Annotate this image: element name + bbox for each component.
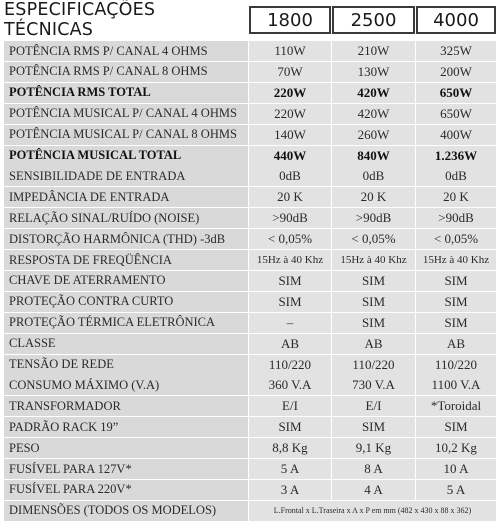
spec-label: PROTEÇÃO TÉRMICA ELETRÔNICA [4, 313, 248, 333]
table-row [0, 292, 499, 313]
spec-value-1800: 140W [249, 125, 331, 145]
table-row [0, 41, 499, 62]
spec-label: PROTEÇÃO CONTRA CURTO [4, 292, 248, 312]
spec-value-2500: SIM [332, 417, 415, 437]
spec-label: DISTORÇÃO HARMÔNICA (THD) -3dB [4, 229, 248, 249]
spec-value-1800: E/I [249, 396, 331, 416]
spec-value-4000: SIM [416, 313, 496, 333]
spec-value-1800: 0dB [249, 166, 331, 186]
spec-value-1800: >90dB [249, 208, 331, 228]
spec-value-4000: 20 K [416, 187, 496, 207]
spec-value-1800: – [249, 313, 331, 333]
spec-label: CHAVE DE ATERRAMENTO [4, 271, 248, 291]
spec-value-1800: 5 A [249, 459, 331, 479]
spec-value-4000: 5 A [416, 480, 496, 500]
spec-value-1800: 70W [249, 62, 331, 82]
spec-value-4000: < 0,05% [416, 229, 496, 249]
spec-label: PESO [4, 438, 248, 458]
spec-value-1800: 20 K [249, 187, 331, 207]
spec-value-1800: SIM [249, 417, 331, 437]
spec-label: CONSUMO MÁXIMO (V.A) [4, 375, 248, 395]
spec-value-2500: 840W [332, 146, 415, 166]
spec-label: POTÊNCIA RMS P/ CANAL 4 OHMS [4, 41, 248, 61]
spec-value-4000: >90dB [416, 208, 496, 228]
spec-value-4000: SIM [416, 292, 496, 312]
table-row [0, 229, 499, 250]
spec-value-4000: 15Hz à 40 Khz [416, 250, 496, 270]
spec-value-2500: SIM [332, 292, 415, 312]
spec-value-1800: < 0,05% [249, 229, 331, 249]
spec-value-2500: 0dB [332, 166, 415, 186]
table-row [0, 166, 499, 187]
spec-value-2500: 4 A [332, 480, 415, 500]
spec-label: TENSÃO DE REDE [4, 355, 248, 375]
spec-value-2500: 9,1 Kg [332, 438, 415, 458]
spec-value-1800: 220W [249, 104, 331, 124]
spec-label: POTÊNCIA RMS P/ CANAL 8 OHMS [4, 62, 248, 82]
spec-value-4000: 10,2 Kg [416, 438, 496, 458]
spec-label: FUSÍVEL PARA 127V* [4, 459, 248, 479]
table-row [0, 271, 499, 292]
table-row [0, 313, 499, 334]
table-row [0, 146, 499, 167]
table-row [0, 208, 499, 229]
spec-label: RESPOSTA DE FREQÜÊNCIA [4, 250, 248, 270]
dimensions-label: DIMENSÕES (TODOS OS MODELOS) [4, 501, 248, 521]
spec-value-2500: 110/220 [332, 355, 415, 375]
table-row [0, 355, 499, 376]
spec-value-4000: SIM [416, 417, 496, 437]
table-row [0, 62, 499, 83]
spec-label: POTÊNCIA MUSICAL P/ CANAL 8 OHMS [4, 125, 248, 145]
table-row [0, 375, 499, 396]
table-row [0, 250, 499, 271]
spec-value-2500: 20 K [332, 187, 415, 207]
spec-value-2500: AB [332, 334, 415, 354]
spec-value-1800: 110W [249, 41, 331, 61]
table-row [0, 187, 499, 208]
spec-value-2500: < 0,05% [332, 229, 415, 249]
dimensions-value: L.Frontal x L.Traseira x A x P em mm (482 x 430 x 88 x 362) [249, 501, 496, 521]
table-row [0, 125, 499, 146]
spec-value-4000: 650W [416, 104, 496, 124]
spec-value-4000: 10 A [416, 459, 496, 479]
table-title: ESPECIFICAÇÕES TÉCNICAS [4, 0, 156, 40]
spec-value-4000: 110/220 [416, 355, 496, 375]
spec-value-1800: SIM [249, 271, 331, 291]
spec-value-4000: 1100 V.A [416, 375, 496, 395]
table-row [0, 417, 499, 438]
spec-value-1800: 3 A [249, 480, 331, 500]
table-row [0, 459, 499, 480]
spec-value-2500: SIM [332, 271, 415, 291]
spec-label: IMPEDÂNCIA DE ENTRADA [4, 187, 248, 207]
spec-value-2500: 730 V.A [332, 375, 415, 395]
spec-label: PADRÃO RACK 19” [4, 417, 248, 437]
spec-value-1800: SIM [249, 292, 331, 312]
model-header-2500: 2500 [332, 6, 415, 34]
spec-label: CLASSE [4, 334, 248, 354]
spec-label: SENSIBILIDADE DE ENTRADA [4, 166, 248, 186]
spec-value-1800: 360 V.A [249, 375, 331, 395]
spec-value-4000: AB [416, 334, 496, 354]
spec-value-2500: SIM [332, 313, 415, 333]
spec-value-4000: *Toroidal [416, 396, 496, 416]
table-row [0, 83, 499, 104]
table-row [0, 334, 499, 355]
spec-value-4000: 0dB [416, 166, 496, 186]
spec-value-2500: 8 A [332, 459, 415, 479]
model-header-1800: 1800 [249, 6, 331, 34]
model-header-4000: 4000 [416, 6, 496, 34]
spec-value-4000: 1.236W [416, 146, 496, 166]
spec-label: POTÊNCIA MUSICAL TOTAL [4, 146, 248, 166]
table-row [0, 104, 499, 125]
spec-value-2500: 130W [332, 62, 415, 82]
spec-value-2500: 420W [332, 83, 415, 103]
spec-value-1800: 15Hz à 40 Khz [249, 250, 331, 270]
spec-value-4000: 400W [416, 125, 496, 145]
spec-value-2500: E/I [332, 396, 415, 416]
table-row [0, 438, 499, 459]
spec-value-2500: >90dB [332, 208, 415, 228]
spec-value-1800: 440W [249, 146, 331, 166]
spec-label: POTÊNCIA RMS TOTAL [4, 83, 248, 103]
spec-value-1800: 8,8 Kg [249, 438, 331, 458]
spec-value-2500: 15Hz à 40 Khz [332, 250, 415, 270]
spec-label: POTÊNCIA MUSICAL P/ CANAL 4 OHMS [4, 104, 248, 124]
spec-value-4000: 325W [416, 41, 496, 61]
spec-value-1800: AB [249, 334, 331, 354]
spec-value-4000: 200W [416, 62, 496, 82]
spec-label: TRANSFORMADOR [4, 396, 248, 416]
spec-value-4000: SIM [416, 271, 496, 291]
spec-value-2500: 260W [332, 125, 415, 145]
spec-value-2500: 420W [332, 104, 415, 124]
spec-label: FUSÍVEL PARA 220V* [4, 480, 248, 500]
spec-label: RELAÇÃO SINAL/RUÍDO (NOISE) [4, 208, 248, 228]
spec-value-1800: 220W [249, 83, 331, 103]
spec-value-1800: 110/220 [249, 355, 331, 375]
spec-value-2500: 210W [332, 41, 415, 61]
table-row [0, 396, 499, 417]
table-row [0, 480, 499, 501]
spec-value-4000: 650W [416, 83, 496, 103]
dimensions-row [0, 501, 499, 522]
